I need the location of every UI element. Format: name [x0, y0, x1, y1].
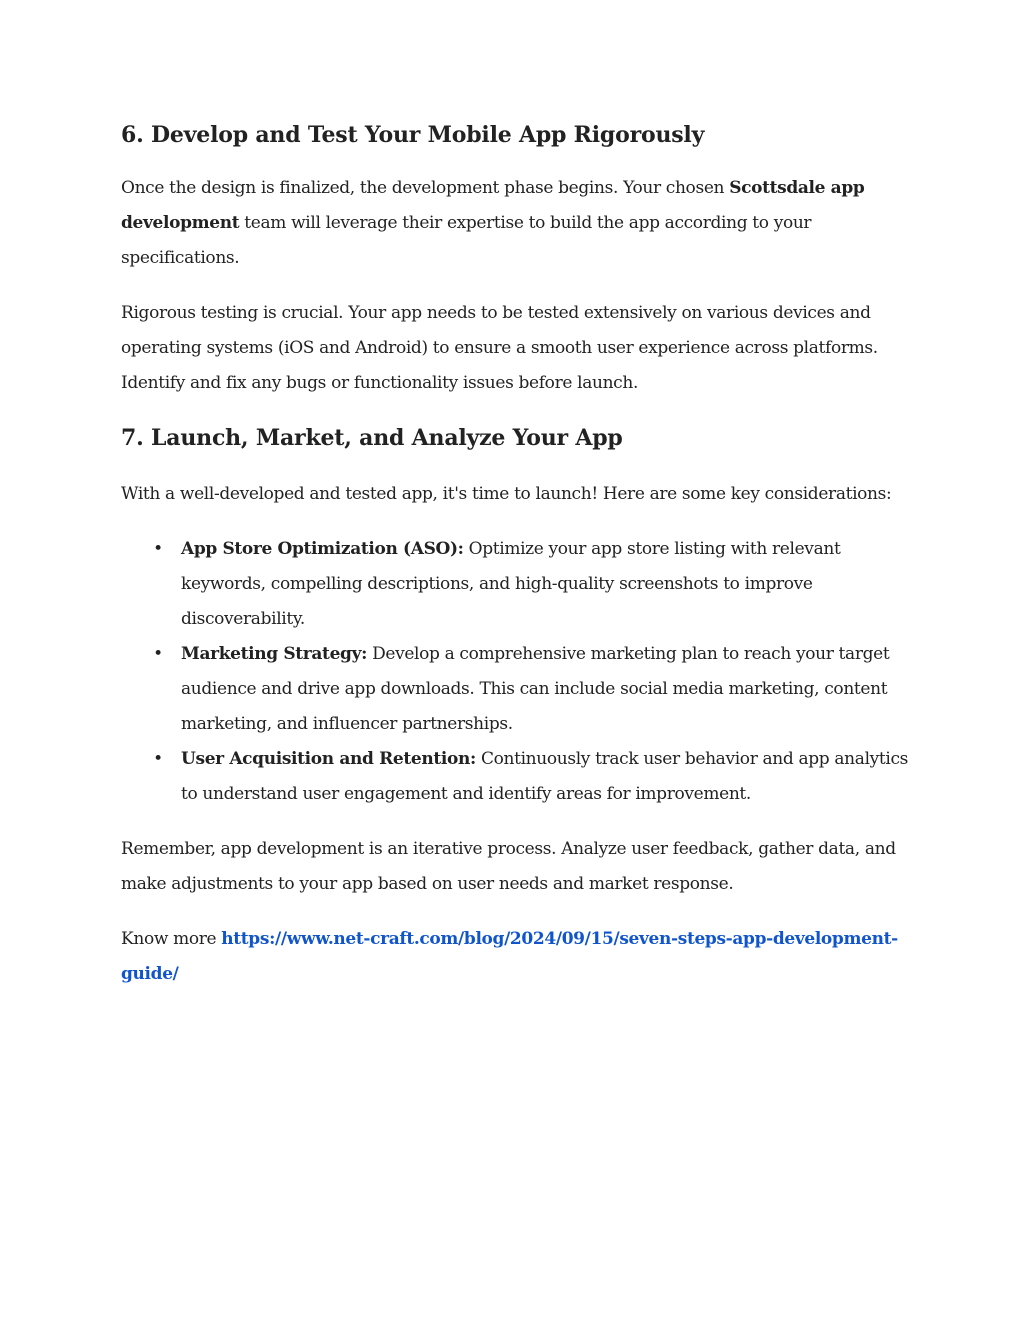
section-7-heading: 7. Launch, Market, and Analyze Your App	[121, 425, 623, 452]
document-page	[121, 122, 911, 992]
section-6-heading: 6. Develop and Test Your Mobile App Rigorously	[121, 122, 705, 148]
paragraph-text: team will leverage their expertise to build the app according to your specifications.	[121, 213, 812, 269]
list-item-text: Optimize your app store listing with relevant keywords, compelling descriptions, and high-quality screenshots to improve discoverability.	[181, 538, 841, 629]
paragraph-text: Once the design is finalized, the development phase begins. Your chosen	[121, 178, 730, 199]
know-more-line	[121, 922, 911, 992]
list-item-title: Marketing Strategy:	[181, 643, 368, 664]
blog-link[interactable]: https://www.net-craft.com/blog/2024/09/15/seven-steps-app-development-guide/	[121, 928, 898, 984]
section-6-paragraph-2: Rigorous testing is crucial. Your app needs to be tested extensively on various devices and operating systems (iOS and Android) to ensure a smooth user experience across platforms. Identify and fix any bugs or functionality issues before launch.	[121, 303, 878, 394]
considerations-list	[121, 532, 911, 812]
list-item-title: App Store Optimization (ASO):	[181, 538, 464, 559]
section-7-intro: With a well-developed and tested app, it's time to launch! Here are some key considerations:	[121, 483, 892, 504]
know-more-label: Know more	[121, 928, 222, 949]
list-item	[153, 637, 911, 742]
bullet-icon: •	[153, 538, 163, 559]
list-item-text: Develop a comprehensive marketing plan to reach your target audience and drive app downloads. This can include social media marketing, content marketing, and influencer partnerships.	[181, 643, 890, 734]
list-item	[153, 532, 911, 637]
list-item	[153, 742, 911, 812]
bold-keyword: Scottsdale app development	[121, 178, 865, 234]
bullet-icon: •	[153, 643, 163, 664]
list-item-title: User Acquisition and Retention:	[181, 748, 476, 769]
section-6-paragraph-1	[121, 171, 911, 276]
section-7-closing: Remember, app development is an iterative process. Analyze user feedback, gather data, and make adjustments to your app based on user needs and market response.	[121, 838, 896, 894]
list-item-text: Continuously track user behavior and app analytics to understand user engagement and identify areas for improvement.	[181, 748, 909, 804]
bullet-icon: •	[153, 748, 163, 769]
